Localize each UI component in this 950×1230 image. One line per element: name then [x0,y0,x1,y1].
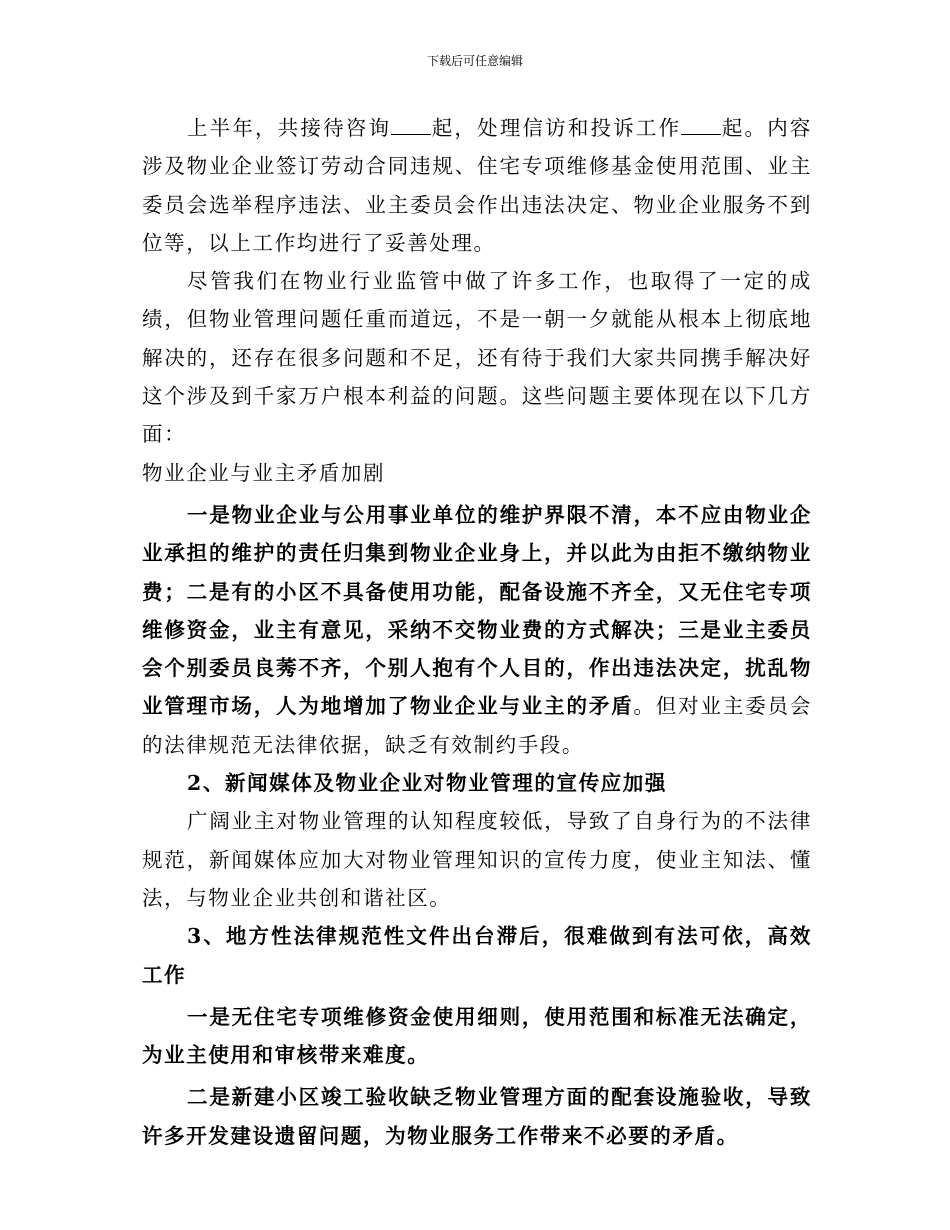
paragraph-bold-text: 一是物业企业与公用事业单位的维护界限不清，本不应由物业企业承担的维护的责任归集到物业企业身上，并以此为由拒不缴纳物业费；二是有的小区不具备使用功能，配备设施不齐全，又无住宅专项维修资金，业主有意见，采纳不交物业费的方式解决；三是业主委员会个别委员良莠不齐，个别人抱有个人目的，作出违法决定，扰乱物业管理市场，人为地增加了物业企业与业主的矛盾 [142,502,812,719]
paragraph-text: 起。内容涉及物业企业签订劳动合同违规、住宅专项维修基金使用范围、业主委员会选举程序违法、业主委员会作出违法决定、物业企业服务不到位等，以上工作均进行了妥善处理。 [142,116,812,255]
section-heading-conflict: 物业企业与业主矛盾加剧 [142,460,386,485]
document-body [142,109,812,1155]
paragraph-conflict-details [142,496,812,764]
paragraph-problems-intro: 尽管我们在物业行业监管中做了许多工作，也取得了一定的成绩，但物业管理问题任重而道远，不是一朝一夕就能从根本上彻底地解决的，还存在很多问题和不足，还有待于我们大家共同携手解决好这个涉及到千家万户根本利益的问题。这些问题主要体现在以下几方面： [142,269,812,447]
section-heading-publicity: 2、新闻媒体及物业企业对物业管理的宣传应加强 [187,771,667,796]
paragraph-work-summary [142,109,812,262]
blank-underline [391,120,431,135]
paragraph-text: 上半年，共接待咨询 [187,116,392,140]
paragraph-text: 起，处理信访和投诉工作 [431,116,682,140]
paragraph-maintenance-fund: 一是无住宅专项维修资金使用细则，使用范围和标准无法确定，为业主使用和审核带来难度。 [142,1004,812,1068]
page-header: 下载后可任意编辑 [426,54,523,68]
paragraph-acceptance: 二是新建小区竣工验收缺乏物业管理方面的配套设施验收，导致许多开发建设遗留问题，为物业服务工作带来不必要的矛盾。 [142,1085,812,1148]
blank-underline [681,120,721,135]
paragraph-text: 。但对业主委员会的法律规范无法律依据，缺乏有效制约手段。 [142,694,812,757]
paragraph-publicity: 广阔业主对物业管理的认知程度较低，导致了自身行为的不法律规范，新闻媒体应加大对物业管理知识的宣传力度，使业主知法、懂法，与物业企业共创和谐社区。 [142,809,812,910]
section-heading-regulation: 3、地方性法律规范性文件出台滞后，很难做到有法可依，高效工作 [142,924,812,987]
